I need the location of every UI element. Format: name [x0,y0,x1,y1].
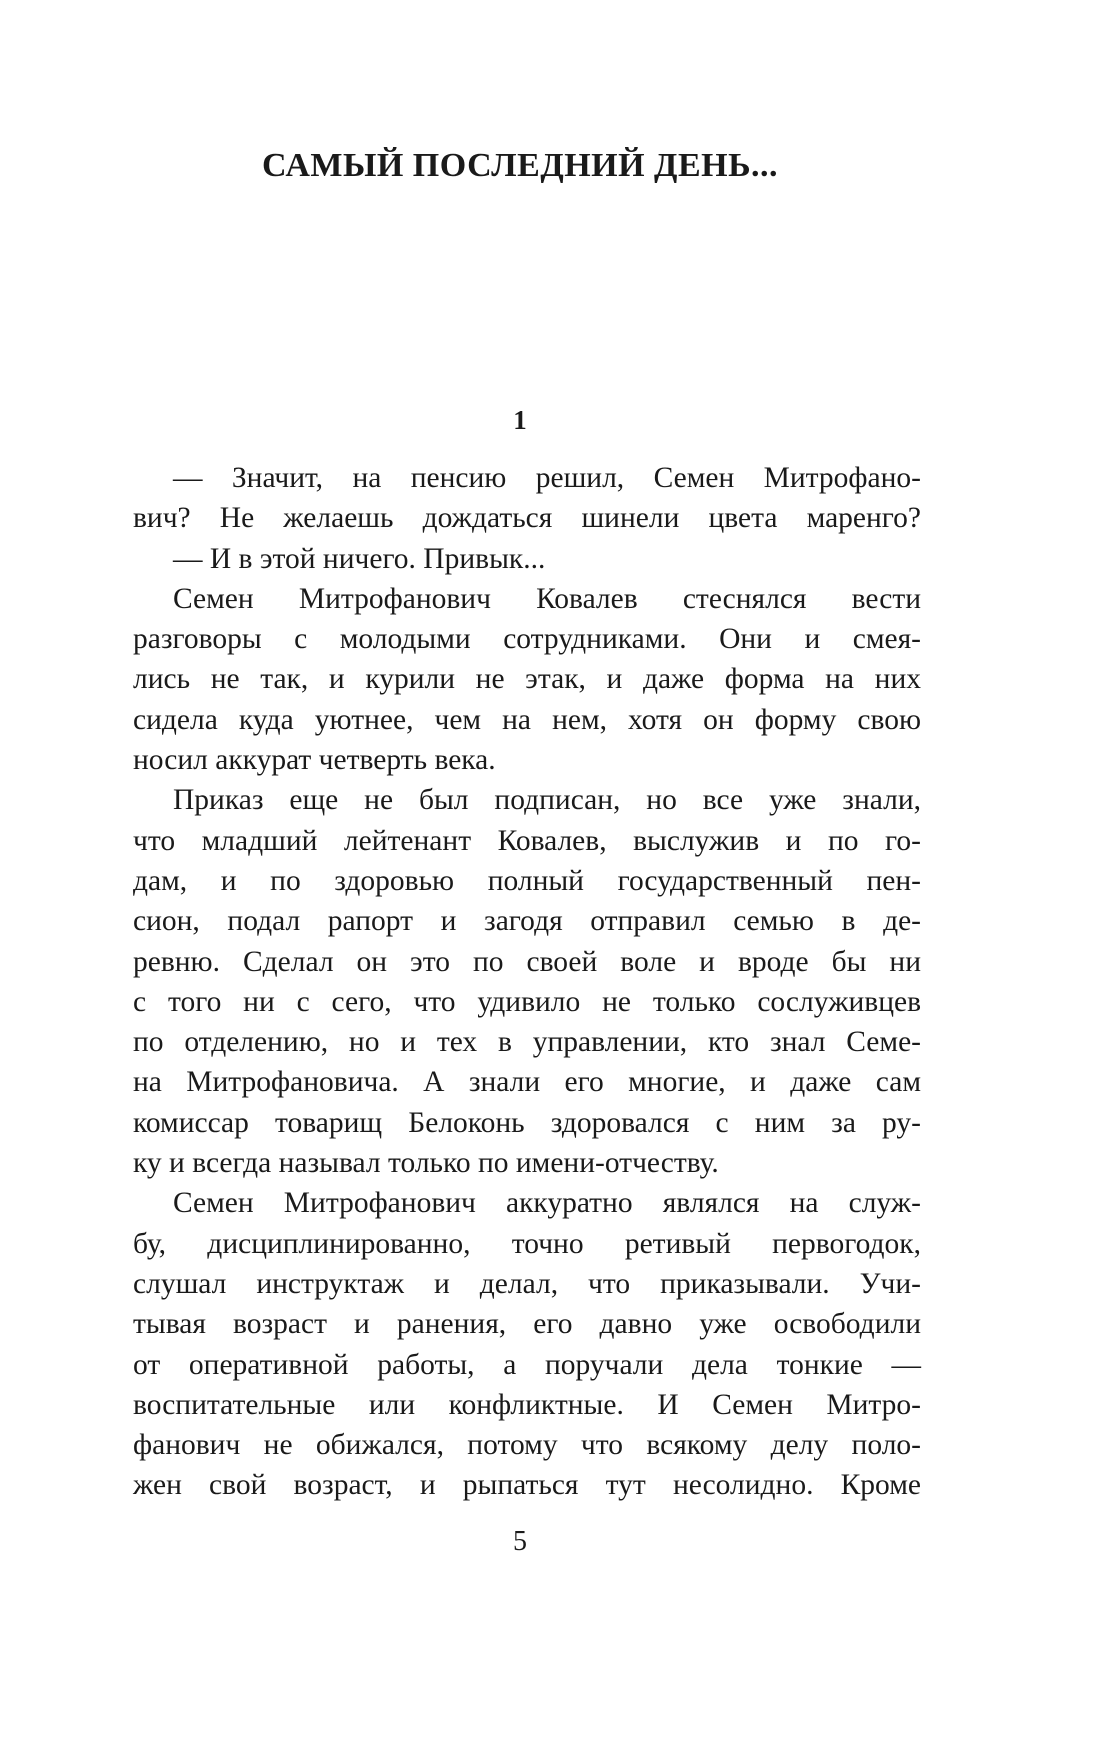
text-line: носил аккурат четверть века. [133,744,496,777]
text-line: разговоры с молодыми сотрудниками. Они и смея- [133,623,921,656]
section-number: 1 [513,405,527,435]
text-line: дам, и по здоровью полный государственный пен- [133,864,921,897]
text-line: Семен Митрофанович Ковалев стеснялся вести [173,582,921,615]
text-line: Приказ еще не был подписан, но все уже знали, [173,784,921,817]
page-number: 5 [513,1526,527,1557]
text-line: что младший лейтенант Ковалев, выслужив и по го- [133,824,921,857]
text-line: лись не так, и курили не этак, и даже форма на них [133,663,921,696]
text-line: слушал инструктаж и делал, что приказывали. Учи- [133,1267,921,1300]
text-line: с того ни с сего, что удивило не только сослуживцев [133,985,921,1018]
text-line: Семен Митрофанович аккуратно являлся на служ- [173,1187,921,1220]
text-line: тывая возраст и ранения, его давно уже освободили [133,1308,921,1341]
text-line: жен свой возраст, и рыпаться тут несолидно. Кроме [133,1469,921,1502]
text-line: по отделению, но и тех в управлении, кто знал Семе- [133,1026,921,1059]
text-line: сидела куда уютнее, чем на нем, хотя он форму свою [133,703,921,736]
text-line: вич? Не желаешь дождаться шинели цвета маренго? [133,502,921,535]
text-line: от оперативной работы, а поручали дела тонкие — [133,1348,921,1381]
text-line: сион, подал рапорт и загодя отправил семью в де- [133,905,921,938]
body-text [133,458,921,1506]
text-line: ревню. Сделал он это по своей воле и вроде бы ни [133,945,921,978]
text-line: ку и всегда называл только по имени-отчеству. [133,1147,719,1180]
text-line: — Значит, на пенсию решил, Семен Митрофано- [173,462,921,494]
text-line: воспитательные или конфликтные. И Семен Митро- [133,1388,921,1421]
text-line: бу, дисциплинированно, точно ретивый первогодок, [133,1227,921,1260]
text-line: — И в этой ничего. Привык... [173,542,546,575]
text-line: комиссар товарищ Белоконь здоровался с ним за ру- [133,1106,921,1139]
chapter-title: САМЫЙ ПОСЛЕДНИЙ ДЕНЬ... [261,147,779,184]
text-line: на Митрофановича. А знали его многие, и даже сам [133,1066,921,1099]
text-line: фанович не обижался, потому что всякому делу поло- [133,1429,921,1462]
